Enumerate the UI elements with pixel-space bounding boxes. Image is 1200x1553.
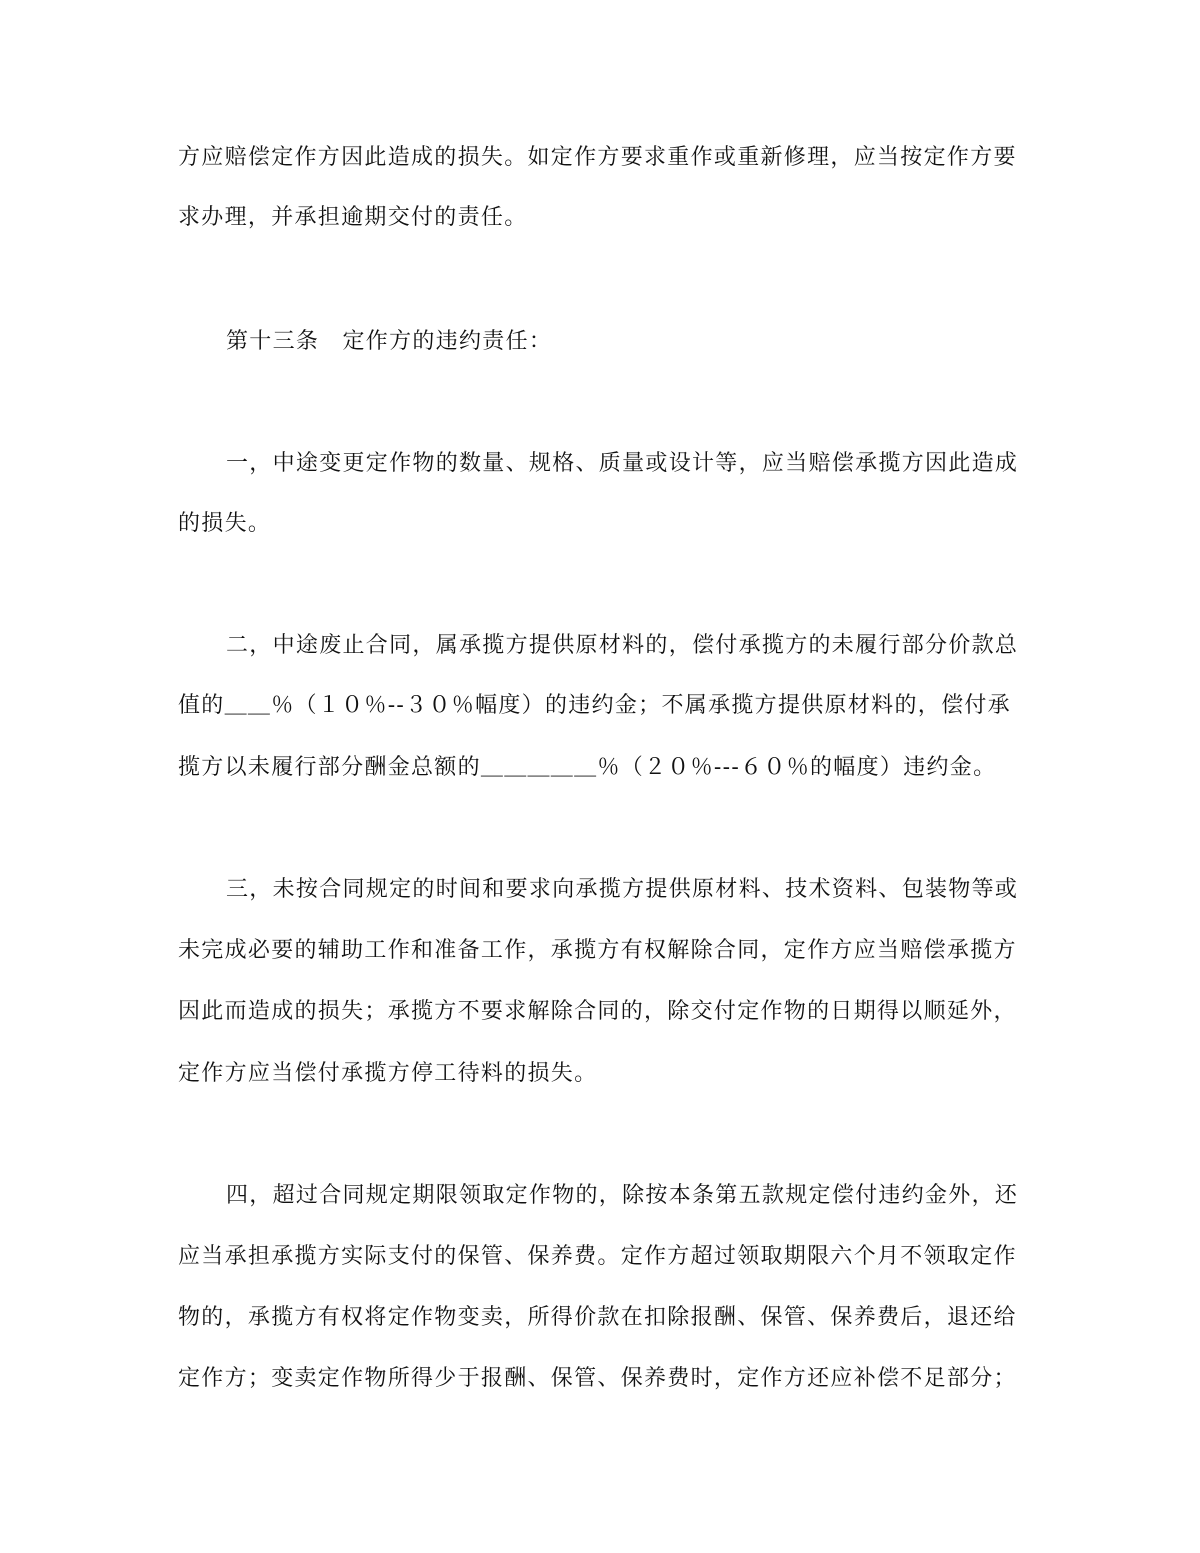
text-line: 值的＿＿％（１０％--３０％幅度）的违约金；不属承揽方提供原材料的，偿付承: [178, 693, 1011, 718]
text-line: 定作方；变卖定作物所得少于报酬、保管、保养费时，定作方还应补偿不足部分；: [178, 1366, 1017, 1391]
text-line: 未完成必要的辅助工作和准备工作，承揽方有权解除合同，定作方应当赔偿承揽方: [178, 938, 1017, 963]
text-line: 求办理，并承担逾期交付的责任。: [178, 205, 528, 230]
text-line: 定作方应当偿付承揽方停工待料的损失。: [178, 1061, 598, 1086]
text-line: 应当承担承揽方实际支付的保管、保养费。定作方超过领取期限六个月不领取定作: [178, 1244, 1017, 1269]
text-line: 一，中途变更定作物的数量、规格、质量或设计等，应当赔偿承揽方因此造成: [226, 451, 1019, 476]
text-line: 四，超过合同规定期限领取定作物的，除按本条第五款规定偿付违约金外，还: [226, 1183, 1019, 1208]
article-heading: 第十三条 定作方的违约责任：: [226, 329, 553, 354]
text-line: 三，未按合同规定的时间和要求向承揽方提供原材料、技术资料、包装物等或: [226, 877, 1019, 902]
text-line: 揽方以未履行部分酬金总额的＿＿＿＿＿％（２０％---６０％的幅度）违约金。: [178, 755, 997, 780]
text-line: 因此而造成的损失；承揽方不要求解除合同的，除交付定作物的日期得以顺延外，: [178, 999, 1017, 1024]
text-line: 的损失。: [178, 511, 272, 536]
text-line: 物的，承揽方有权将定作物变卖，所得价款在扣除报酬、保管、保养费后，退还给: [178, 1305, 1017, 1330]
text-line: 方应赔偿定作方因此造成的损失。如定作方要求重作或重新修理，应当按定作方要: [178, 145, 1017, 170]
text-line: 二，中途废止合同，属承揽方提供原材料的，偿付承揽方的未履行部分价款总: [226, 633, 1019, 658]
